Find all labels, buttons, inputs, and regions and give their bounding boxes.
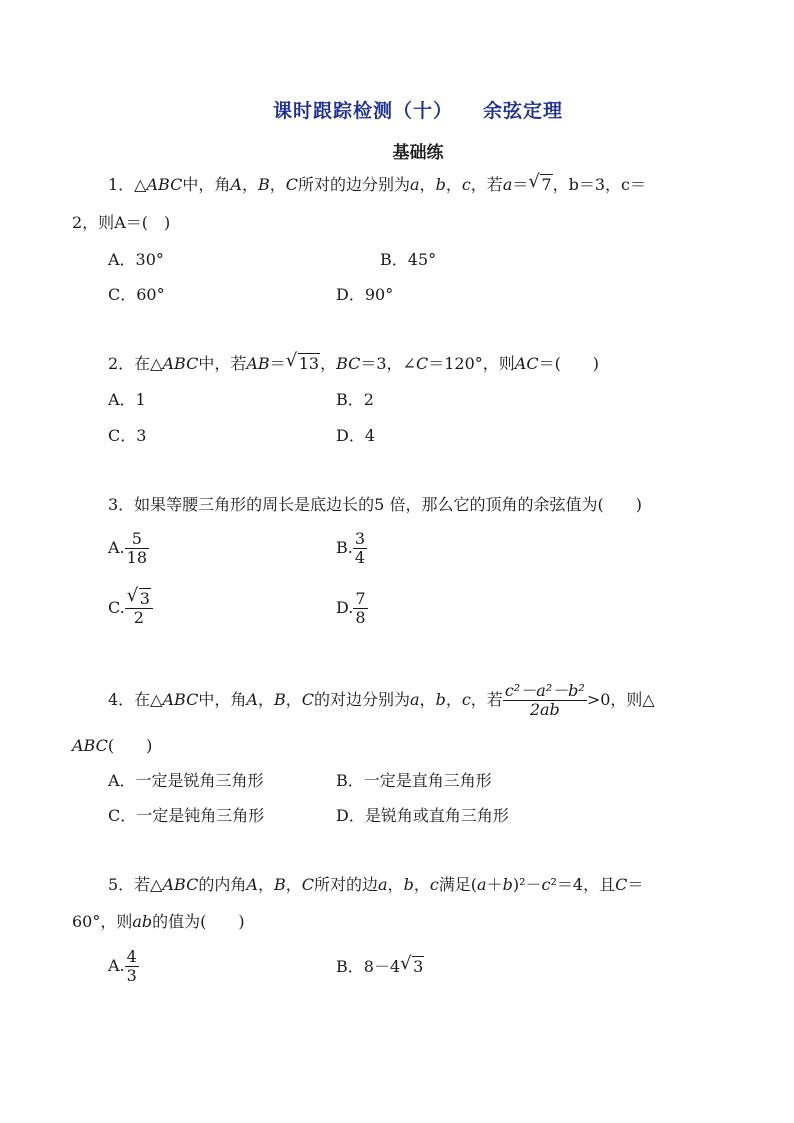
title-topic: 余弦定理 xyxy=(483,100,564,122)
q2-option-a[interactable]: A．1 xyxy=(108,390,146,409)
q2-option-d[interactable]: D．4 xyxy=(336,426,376,445)
sqrt-3: √ 3 xyxy=(400,953,424,976)
question-4-line-2: ABC( ) xyxy=(72,736,153,755)
question-1-line-2: 2，则A＝( ) xyxy=(72,213,171,232)
q1-option-c[interactable]: C．60° xyxy=(108,285,165,304)
section-heading: 基础练 xyxy=(392,143,444,163)
q4-option-a[interactable]: A．一定是锐角三角形 xyxy=(108,771,264,790)
page-title xyxy=(0,96,794,123)
q4-option-d[interactable]: D．是锐角或直角三角形 xyxy=(336,806,509,825)
question-5-line-2: 60°，则ab的值为( ) xyxy=(72,912,245,931)
fraction: √ 3 2 xyxy=(125,590,153,627)
sqrt-13: √ 13 xyxy=(285,350,320,373)
q2-option-b[interactable]: B．2 xyxy=(336,390,374,409)
q3-option-b[interactable]: B. $\frac{3}{4}$ xyxy=(336,529,366,567)
question-1-line-1: 1．△ABC中，角A，B，C所对的边分别为a，b，c，若a＝ √ 7，b＝3，c＝ xyxy=(108,171,646,194)
question-5-line-1: 5．若△ABC的内角A，B，C所对的边a，b，c满足(a＋b)²－c²＝4，且C＝ xyxy=(108,875,644,894)
q3-option-c[interactable]: C. √ 3 2 xyxy=(108,590,153,627)
title-main: 课时跟踪检测（十） xyxy=(272,100,453,122)
q3-option-d[interactable]: D. $\frac{7}{8}$ xyxy=(336,589,366,627)
q1-option-d[interactable]: D．90° xyxy=(336,285,394,304)
fraction: $\frac{5}{18}$ xyxy=(126,529,147,567)
fraction: $\frac{7}{8}$ xyxy=(355,589,366,627)
q1-option-b[interactable]: B．45° xyxy=(380,250,437,269)
sqrt-7: √ 7 xyxy=(528,171,552,194)
q5-option-b[interactable]: B．8－4 √ 3 xyxy=(336,953,424,976)
question-3-line-1: 3．如果等腰三角形的周长是底边长的5 倍，那么它的顶角的余弦值为( ) xyxy=(108,495,642,514)
fraction: $\frac{4}{3}$ xyxy=(126,947,137,985)
question-2-line-1: 2．在△ABC中，若AB＝ √ 13，BC＝3，∠C＝120°，则AC＝( ) xyxy=(108,350,600,373)
fraction: $\frac{3}{4}$ xyxy=(354,529,366,567)
q4-option-c[interactable]: C．一定是钝角三角形 xyxy=(108,806,265,825)
q3-option-a[interactable]: A. $\frac{5}{18}$ xyxy=(108,529,147,567)
q5-option-a[interactable]: A. $\frac{4}{3}$ xyxy=(108,947,137,985)
fraction: $\frac{\text{c²－a²－b²}}{2ab}$ xyxy=(504,681,585,719)
q2-option-c[interactable]: C．3 xyxy=(108,426,147,445)
q1-option-a[interactable]: A．30° xyxy=(108,250,164,269)
question-4-line-1: 4．在△ABC中，角A，B，C的对边分别为a，b，c，若 $\frac{\text{c²－a²－b²}}{2ab}$ >0，则△ xyxy=(108,681,655,719)
q4-option-b[interactable]: B．一定是直角三角形 xyxy=(336,771,492,790)
